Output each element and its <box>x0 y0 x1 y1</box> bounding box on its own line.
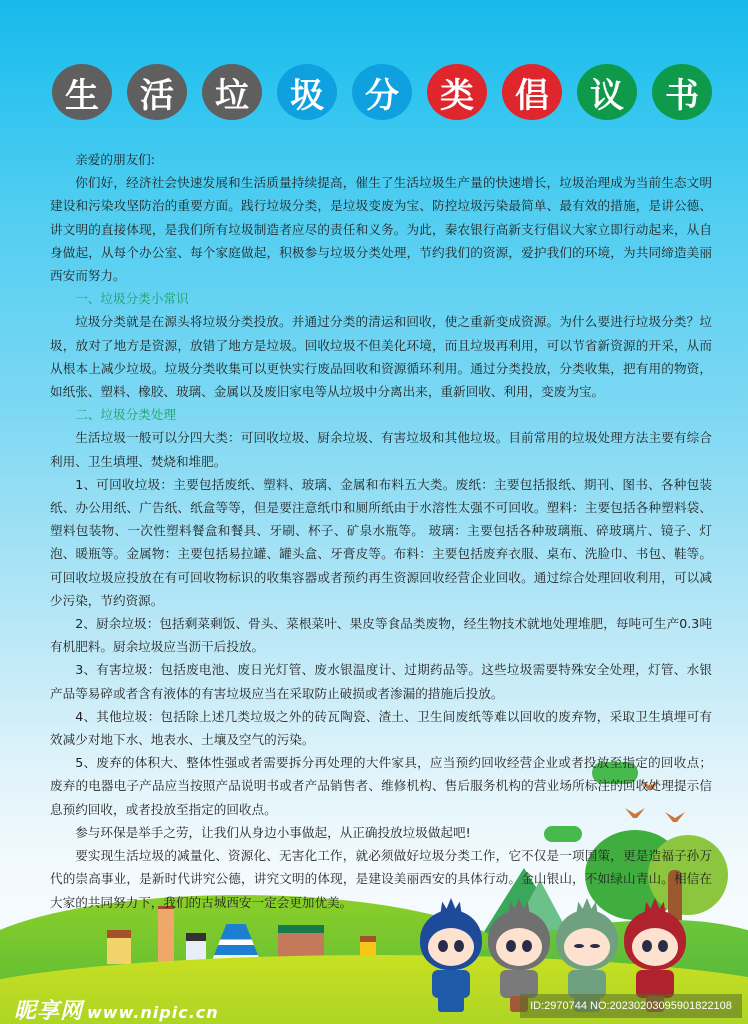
title-char: 类 <box>427 64 487 120</box>
basics-paragraph: 垃圾分类就是在源头将垃圾分类投放。并通过分类的清运和回收，使之重新变成资源。为什么要进行垃圾分类？垃圾，放对了地方是资源，放错了地方是垃圾。回收垃圾不但美化环境，而且垃圾再利用，可以节省新资源的开采，从而从根本上减少垃圾。垃圾分类收集可以更快实行废品回收和资源循环利用。通过分类投放，分类收集，把有用的物资，如纸张、塑料、橡胶、玻璃、金属以及废旧家电等从垃圾中分离出来，重新回收、利用，变废为宝。 <box>50 314 712 400</box>
title-char: 倡 <box>502 64 562 120</box>
title-char: 垃 <box>202 64 262 120</box>
watermark-id: ID:2970744 NO:20230203095901822108 <box>520 994 742 1018</box>
salutation: 亲爱的朋友们: <box>75 152 155 167</box>
title-char: 分 <box>352 64 412 120</box>
title-char: 活 <box>127 64 187 120</box>
title-char: 生 <box>52 64 112 120</box>
closing-paragraph: 要实现生活垃圾的减量化、资源化、无害化工作，就必须做好垃圾分类工作，它不仅是一项国策，更是造福子孙万代的崇高事业，是新时代讲究公德，讲究文明的体现，是建设美丽西安的具体行动。金山银山，不如绿山青山。相信在大家的共同努力下，我们的古城西安一定会更加优美。 <box>50 848 712 910</box>
item-kitchen-waste: 2、厨余垃圾：包括剩菜剩饭、骨头、菜根菜叶、果皮等食品类废物，经生物技术就地处理堆肥，每吨可生产0.3吨有机肥料。厨余垃圾应当沥干后投放。 <box>50 616 712 655</box>
section-heading-basics: 一、垃圾分类小常识 <box>75 291 189 307</box>
watermark-logo <box>14 994 219 1024</box>
processing-intro: 生活垃圾一般可以分四大类：可回收垃圾、厨余垃圾、有害垃圾和其他垃圾。目前常用的垃圾处理方法主要有综合利用、卫生填埋、焚烧和堆肥。 <box>50 430 712 469</box>
watermark-url: www.nipic.cn <box>87 1003 219 1022</box>
house-building <box>107 930 131 964</box>
title-char: 书 <box>652 64 712 120</box>
title-char: 圾 <box>277 64 337 120</box>
item-bulky-waste: 5、废弃的体积大、整体性强或者需要拆分再处理的大件家具，应当预约回收经营企业或者投放至指定的回收点；废弃的电器电子产品应当按照产品说明书或者产品销售者、维修机构、售后服务机构的营业场所标注的回收处理提示信息预约回收，或者投放至指定的回收点。 <box>50 755 712 817</box>
item-other-waste: 4、其他垃圾：包括除上述几类垃圾之外的砖瓦陶瓷、渣土、卫生间废纸等难以回收的废弃物，采取卫生填埋可有效减少对地下水、地表水、土壤及空气的污染。 <box>50 708 712 748</box>
intro-paragraph: 你们好，经济社会快速发展和生活质量持续提高，催生了生活垃圾生产量的快速增长，垃圾治理成为当前生态文明建设和污染攻坚防治的重要方面。践行垃圾分类，是垃圾变废为宝、防控垃圾污染最简单、最有效的措施，是讲公德、讲文明的直接体现，是我们所有垃圾制造者应尽的责任和义务。为此，秦农银行高新支行倡议大家立即行动起来，从自身做起，从每个办公室、每个家庭做起，积极参与垃圾分类处理，节约我们的资源，爱护我们的环境，为共同缔造美丽西安而努力。 <box>50 175 712 284</box>
call-to-action: 参与环保是举手之劳，让我们从身边小事做起，从正确投放垃圾做起吧! <box>75 824 471 840</box>
section-heading-processing: 二、垃圾分类处理 <box>75 407 176 423</box>
item-recyclable: 1、可回收垃圾：主要包括废纸、塑料、玻璃、金属和布料五大类。废纸：主要包括报纸、期刊、图书、各种包装纸、办公用纸、广告纸、纸盒等等，但是要注意纸巾和厕所纸由于水溶性太强不可回收。塑料：主要包括各种塑料袋、塑料包装物、一次性塑料餐盒和餐具、牙刷、杯子、矿泉水瓶等。 玻璃：主要包括各种玻璃瓶、碎玻璃片、镜子、灯泡、暖瓶等。金属物：主要包括易拉罐、罐头盒、牙膏皮等。布料：主要包括废弃衣服、桌布、洗脸巾、书包、鞋等。可回收垃圾应投放在有可回收物标识的收集容器或者预约再生资源回收经营企业回收。通过综合处理回收利用，可以减少污染，节约资源。 <box>50 476 712 608</box>
mascot-blue <box>418 898 484 1018</box>
poster-title <box>52 64 712 120</box>
watermark-logo-text: 昵享网 <box>14 999 84 1024</box>
item-hazardous: 3、有害垃圾：包括废电池、废日光灯管、废水银温度计、过期药品等。这些垃圾需要特殊安全处理，灯管、水银产品等易碎或者含有液体的有害垃圾应当在采取防止破损或者渗漏的措施后投放。 <box>50 662 712 701</box>
title-char: 议 <box>577 64 637 120</box>
letter-content <box>50 148 712 914</box>
